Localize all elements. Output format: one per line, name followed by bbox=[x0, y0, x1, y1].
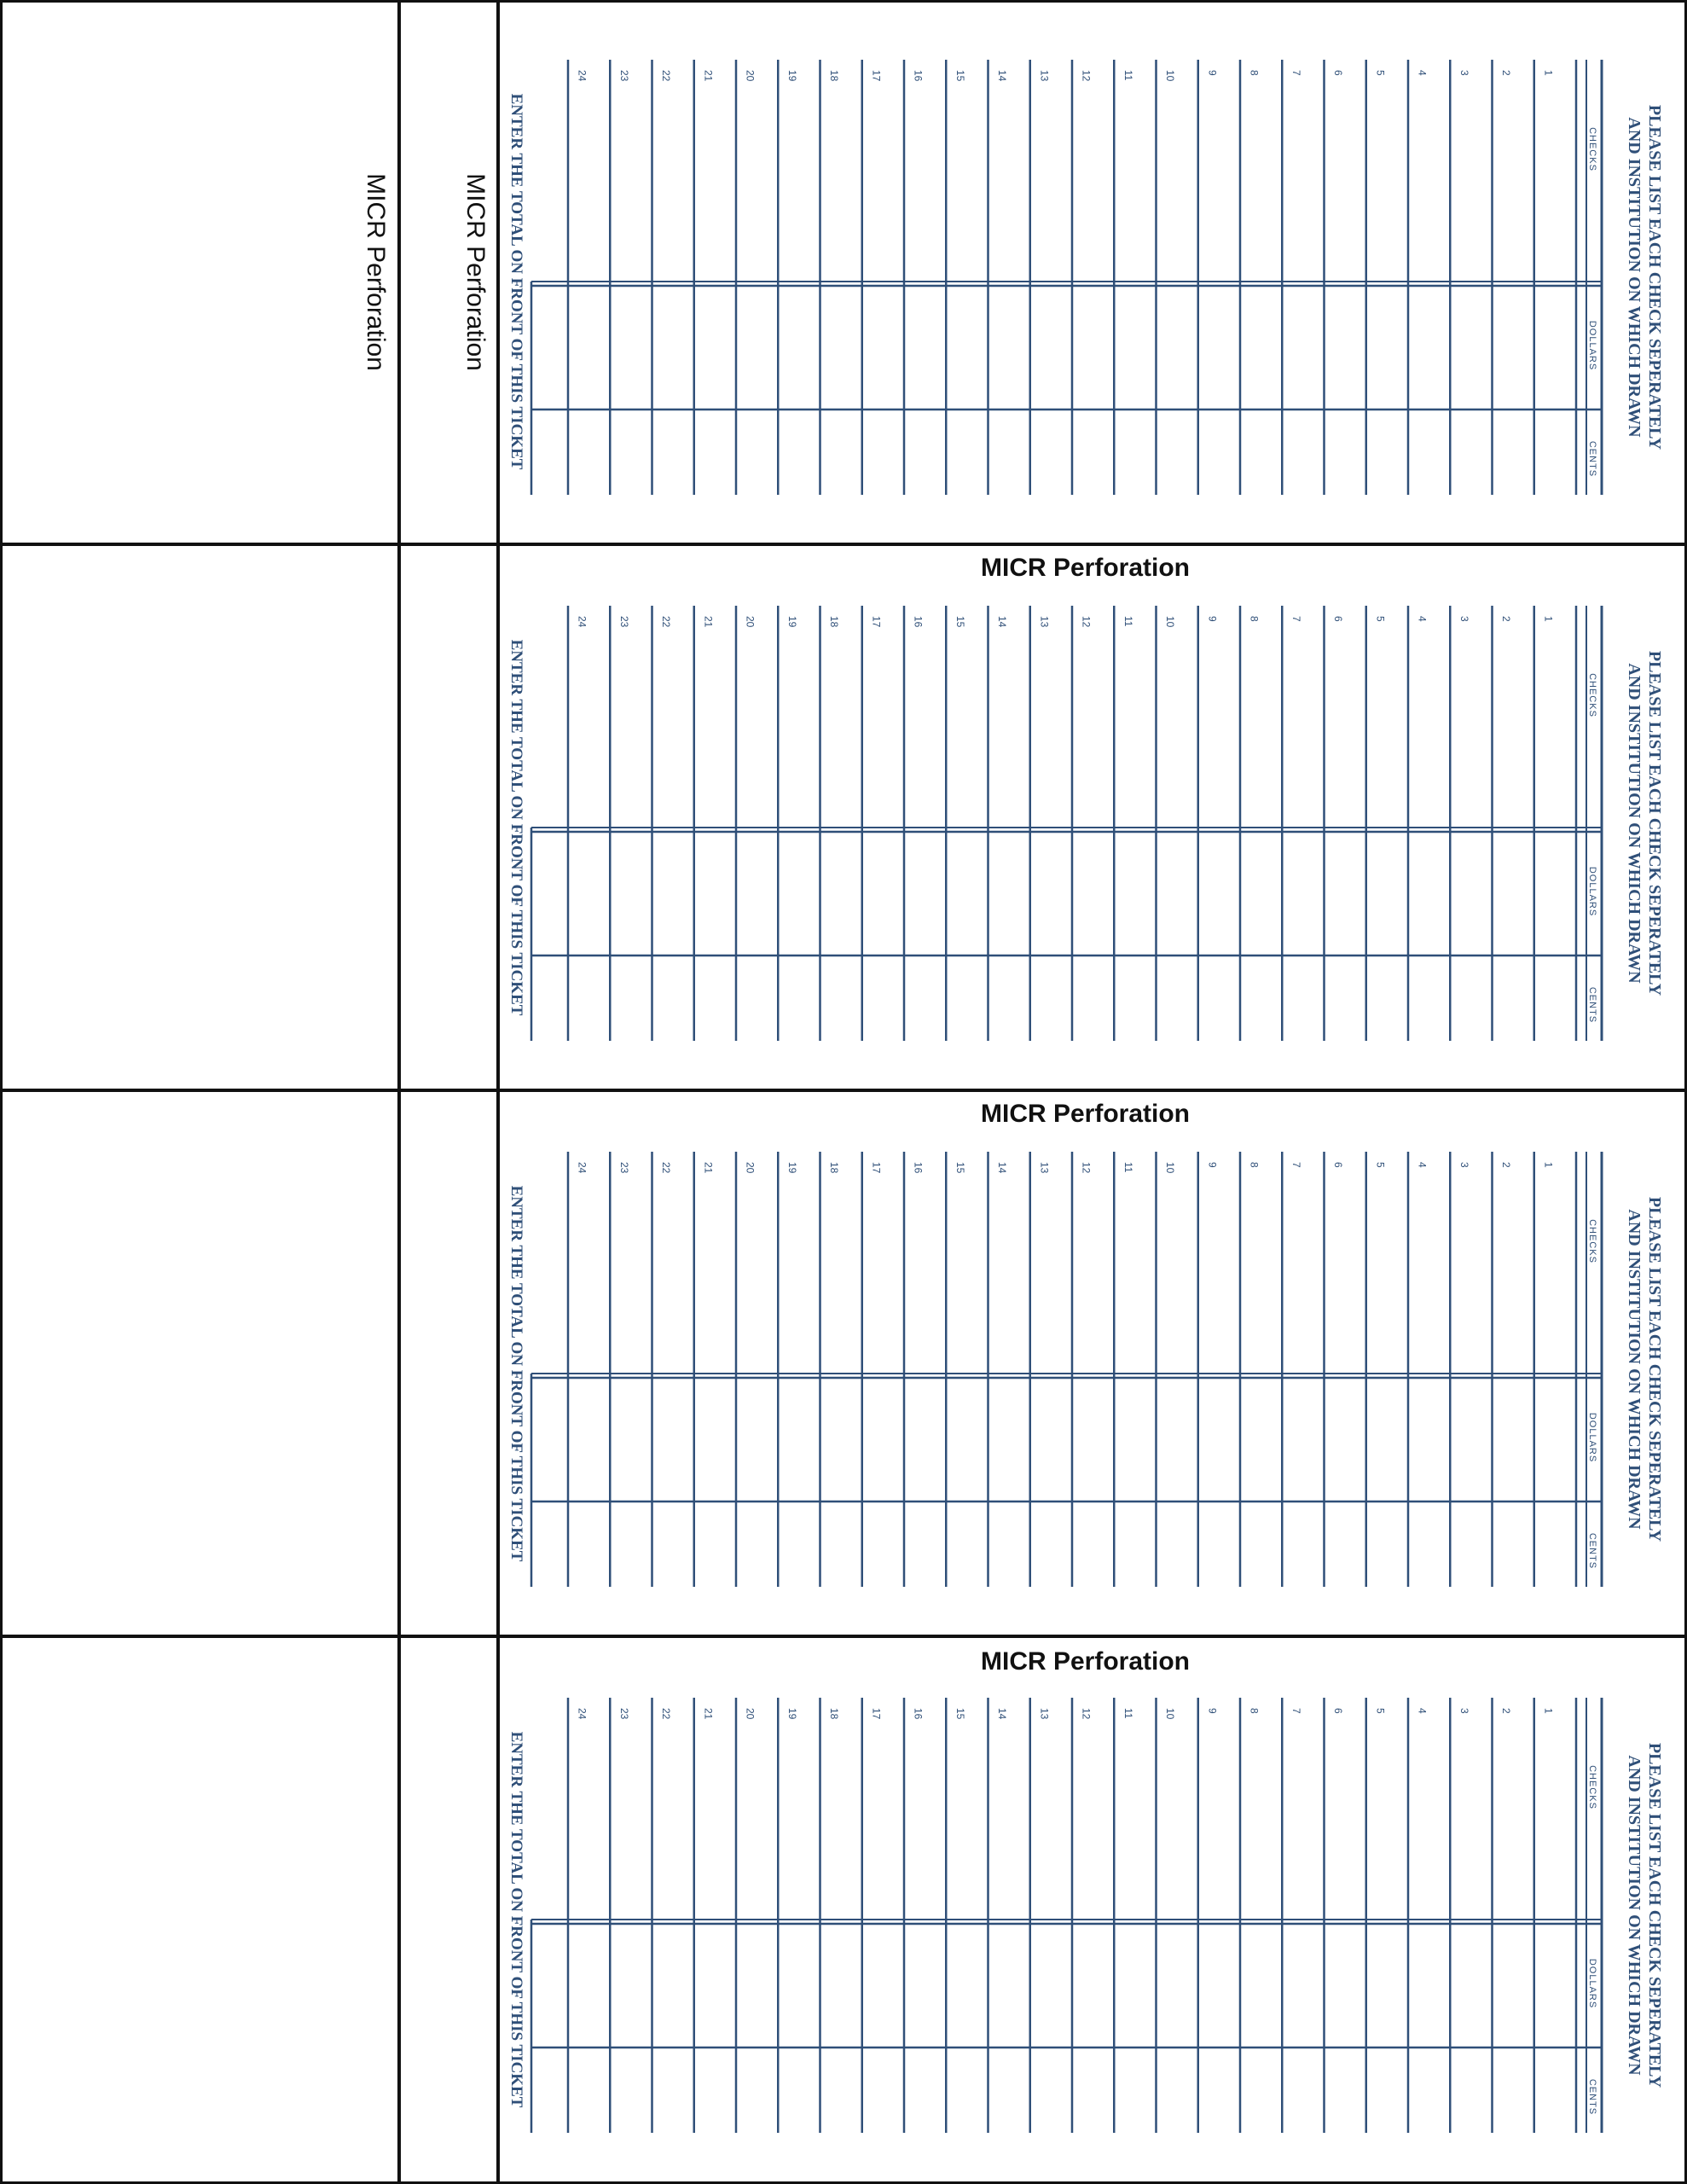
row-number: 15 bbox=[954, 1708, 966, 1720]
row-number: 14 bbox=[996, 1162, 1009, 1174]
row-number: 15 bbox=[954, 616, 966, 628]
row-number: 4 bbox=[1416, 70, 1429, 76]
row-number: 13 bbox=[1038, 616, 1051, 628]
row-number: 8 bbox=[1248, 70, 1261, 76]
row-number: 15 bbox=[954, 70, 966, 82]
row-number: 14 bbox=[996, 1708, 1009, 1720]
row-number: 10 bbox=[1164, 70, 1177, 82]
row-number: 3 bbox=[1458, 1162, 1470, 1168]
row-number: 13 bbox=[1038, 1708, 1051, 1720]
ticket-footer: ENTER THE TOTAL ON FRONT OF THIS TICKET bbox=[507, 1731, 525, 2108]
row-number: 22 bbox=[660, 70, 673, 82]
row-number: 8 bbox=[1248, 1162, 1261, 1168]
row-number: 3 bbox=[1458, 70, 1470, 76]
row-number: 20 bbox=[744, 70, 757, 82]
inner-perforation-label: MICR Perforation bbox=[461, 173, 490, 371]
row-number: 17 bbox=[870, 1162, 883, 1174]
perforation-heading-4: MICR Perforation bbox=[981, 1647, 1191, 1676]
perforation-heading-3: MICR Perforation bbox=[981, 1100, 1191, 1128]
ticket-heading: AND INSTITUTION ON WHICH DRAWN bbox=[1625, 663, 1644, 984]
column-header-cents: CENTS bbox=[1587, 986, 1597, 1024]
row-number: 2 bbox=[1500, 70, 1513, 76]
ticket-heading: PLEASE LIST EACH CHECK SEPERATELY bbox=[1645, 1742, 1664, 2088]
column-header-cents: CENTS bbox=[1587, 2078, 1597, 2116]
row-number: 23 bbox=[617, 1162, 630, 1174]
row-number: 7 bbox=[1290, 1162, 1302, 1168]
row-number: 24 bbox=[576, 70, 588, 82]
check-ticket-3 bbox=[501, 1143, 1687, 1604]
row-number: 9 bbox=[1206, 70, 1219, 76]
column-header-dollars: DOLLARS bbox=[1587, 866, 1597, 917]
check-ticket-4 bbox=[501, 1689, 1687, 2150]
row-number: 16 bbox=[912, 616, 925, 628]
row-number: 19 bbox=[786, 616, 798, 628]
row-number: 19 bbox=[786, 1708, 798, 1720]
row-number: 5 bbox=[1374, 1708, 1387, 1714]
ticket-divider-2 bbox=[0, 1089, 1687, 1092]
row-number: 7 bbox=[1290, 70, 1302, 76]
row-number: 13 bbox=[1038, 1162, 1051, 1174]
outer-perforation-label: MICR Perforation bbox=[362, 173, 390, 371]
row-number: 8 bbox=[1248, 1708, 1261, 1714]
row-number: 19 bbox=[786, 70, 798, 82]
ticket-heading: AND INSTITUTION ON WHICH DRAWN bbox=[1625, 1755, 1644, 2076]
row-number: 20 bbox=[744, 616, 757, 628]
ticket-heading: AND INSTITUTION ON WHICH DRAWN bbox=[1625, 1209, 1644, 1530]
row-number: 2 bbox=[1500, 1708, 1513, 1714]
row-number: 24 bbox=[576, 616, 588, 628]
row-number: 11 bbox=[1122, 616, 1134, 627]
row-number: 3 bbox=[1458, 1708, 1470, 1714]
row-number: 2 bbox=[1500, 1162, 1513, 1168]
row-number: 14 bbox=[996, 616, 1009, 628]
row-number: 6 bbox=[1332, 616, 1345, 622]
ticket-heading: PLEASE LIST EACH CHECK SEPERATELY bbox=[1645, 1196, 1664, 1542]
row-number: 4 bbox=[1416, 616, 1429, 622]
column-header-cents: CENTS bbox=[1587, 1532, 1597, 1570]
row-number: 1 bbox=[1542, 1162, 1555, 1168]
row-number: 18 bbox=[828, 1162, 841, 1174]
row-number: 5 bbox=[1374, 70, 1387, 76]
row-number: 16 bbox=[912, 1708, 925, 1720]
perforation-heading-2: MICR Perforation bbox=[981, 554, 1191, 582]
row-number: 18 bbox=[828, 616, 841, 628]
column-header-dollars: DOLLARS bbox=[1587, 320, 1597, 371]
ticket-divider-3 bbox=[0, 1635, 1687, 1638]
column-header-dollars: DOLLARS bbox=[1587, 1412, 1597, 1463]
column-header-checks: CHECKS bbox=[1587, 673, 1597, 717]
row-number: 1 bbox=[1542, 70, 1555, 76]
row-number: 11 bbox=[1122, 1708, 1134, 1719]
ticket-heading: PLEASE LIST EACH CHECK SEPERATELY bbox=[1645, 650, 1664, 996]
ticket-footer: ENTER THE TOTAL ON FRONT OF THIS TICKET bbox=[507, 639, 525, 1016]
row-number: 16 bbox=[912, 1162, 925, 1174]
ticket-footer: ENTER THE TOTAL ON FRONT OF THIS TICKET bbox=[507, 93, 525, 470]
row-number: 21 bbox=[702, 70, 715, 82]
column-header-checks: CHECKS bbox=[1587, 1765, 1597, 1809]
row-number: 23 bbox=[617, 70, 630, 82]
row-number: 1 bbox=[1542, 616, 1555, 622]
column-header-checks: CHECKS bbox=[1587, 127, 1597, 171]
row-number: 17 bbox=[870, 70, 883, 82]
row-number: 4 bbox=[1416, 1162, 1429, 1168]
row-number: 24 bbox=[576, 1162, 588, 1174]
row-number: 12 bbox=[1080, 1708, 1093, 1720]
row-number: 22 bbox=[660, 1708, 673, 1720]
row-number: 22 bbox=[660, 616, 673, 628]
row-number: 21 bbox=[702, 1708, 715, 1720]
row-number: 7 bbox=[1290, 616, 1302, 622]
column-header-checks: CHECKS bbox=[1587, 1219, 1597, 1263]
row-number: 11 bbox=[1122, 70, 1134, 81]
row-number: 5 bbox=[1374, 616, 1387, 622]
check-ticket-2 bbox=[501, 597, 1687, 1058]
row-number: 10 bbox=[1164, 1708, 1177, 1720]
row-number: 9 bbox=[1206, 616, 1219, 622]
row-number: 7 bbox=[1290, 1708, 1302, 1714]
row-number: 21 bbox=[702, 1162, 715, 1174]
row-number: 2 bbox=[1500, 616, 1513, 622]
row-number: 20 bbox=[744, 1162, 757, 1174]
column-header-cents: CENTS bbox=[1587, 440, 1597, 478]
ticket-divider-1 bbox=[0, 543, 1687, 546]
row-number: 24 bbox=[576, 1708, 588, 1720]
row-number: 1 bbox=[1542, 1708, 1555, 1714]
row-number: 17 bbox=[870, 1708, 883, 1720]
ticket-heading: AND INSTITUTION ON WHICH DRAWN bbox=[1625, 117, 1644, 438]
row-number: 9 bbox=[1206, 1708, 1219, 1714]
row-number: 4 bbox=[1416, 1708, 1429, 1714]
row-number: 23 bbox=[617, 616, 630, 628]
row-number: 22 bbox=[660, 1162, 673, 1174]
row-number: 11 bbox=[1122, 1162, 1134, 1173]
ticket-footer: ENTER THE TOTAL ON FRONT OF THIS TICKET bbox=[507, 1185, 525, 1562]
margin-divider-2 bbox=[496, 0, 500, 2184]
row-number: 9 bbox=[1206, 1162, 1219, 1168]
ticket-heading: PLEASE LIST EACH CHECK SEPERATELY bbox=[1645, 104, 1664, 450]
row-number: 14 bbox=[996, 70, 1009, 82]
row-number: 12 bbox=[1080, 616, 1093, 628]
row-number: 18 bbox=[828, 1708, 841, 1720]
check-ticket-1 bbox=[501, 51, 1687, 512]
row-number: 10 bbox=[1164, 616, 1177, 628]
row-number: 3 bbox=[1458, 616, 1470, 622]
row-number: 13 bbox=[1038, 70, 1051, 82]
row-number: 5 bbox=[1374, 1162, 1387, 1168]
row-number: 6 bbox=[1332, 1162, 1345, 1168]
row-number: 16 bbox=[912, 70, 925, 82]
row-number: 6 bbox=[1332, 1708, 1345, 1714]
row-number: 10 bbox=[1164, 1162, 1177, 1174]
row-number: 8 bbox=[1248, 616, 1261, 622]
row-number: 23 bbox=[617, 1708, 630, 1720]
row-number: 12 bbox=[1080, 1162, 1093, 1174]
row-number: 18 bbox=[828, 70, 841, 82]
margin-divider-1 bbox=[397, 0, 401, 2184]
row-number: 20 bbox=[744, 1708, 757, 1720]
row-number: 6 bbox=[1332, 70, 1345, 76]
column-header-dollars: DOLLARS bbox=[1587, 1958, 1597, 2009]
row-number: 19 bbox=[786, 1162, 798, 1174]
row-number: 17 bbox=[870, 616, 883, 628]
row-number: 21 bbox=[702, 616, 715, 628]
row-number: 15 bbox=[954, 1162, 966, 1174]
row-number: 12 bbox=[1080, 70, 1093, 82]
